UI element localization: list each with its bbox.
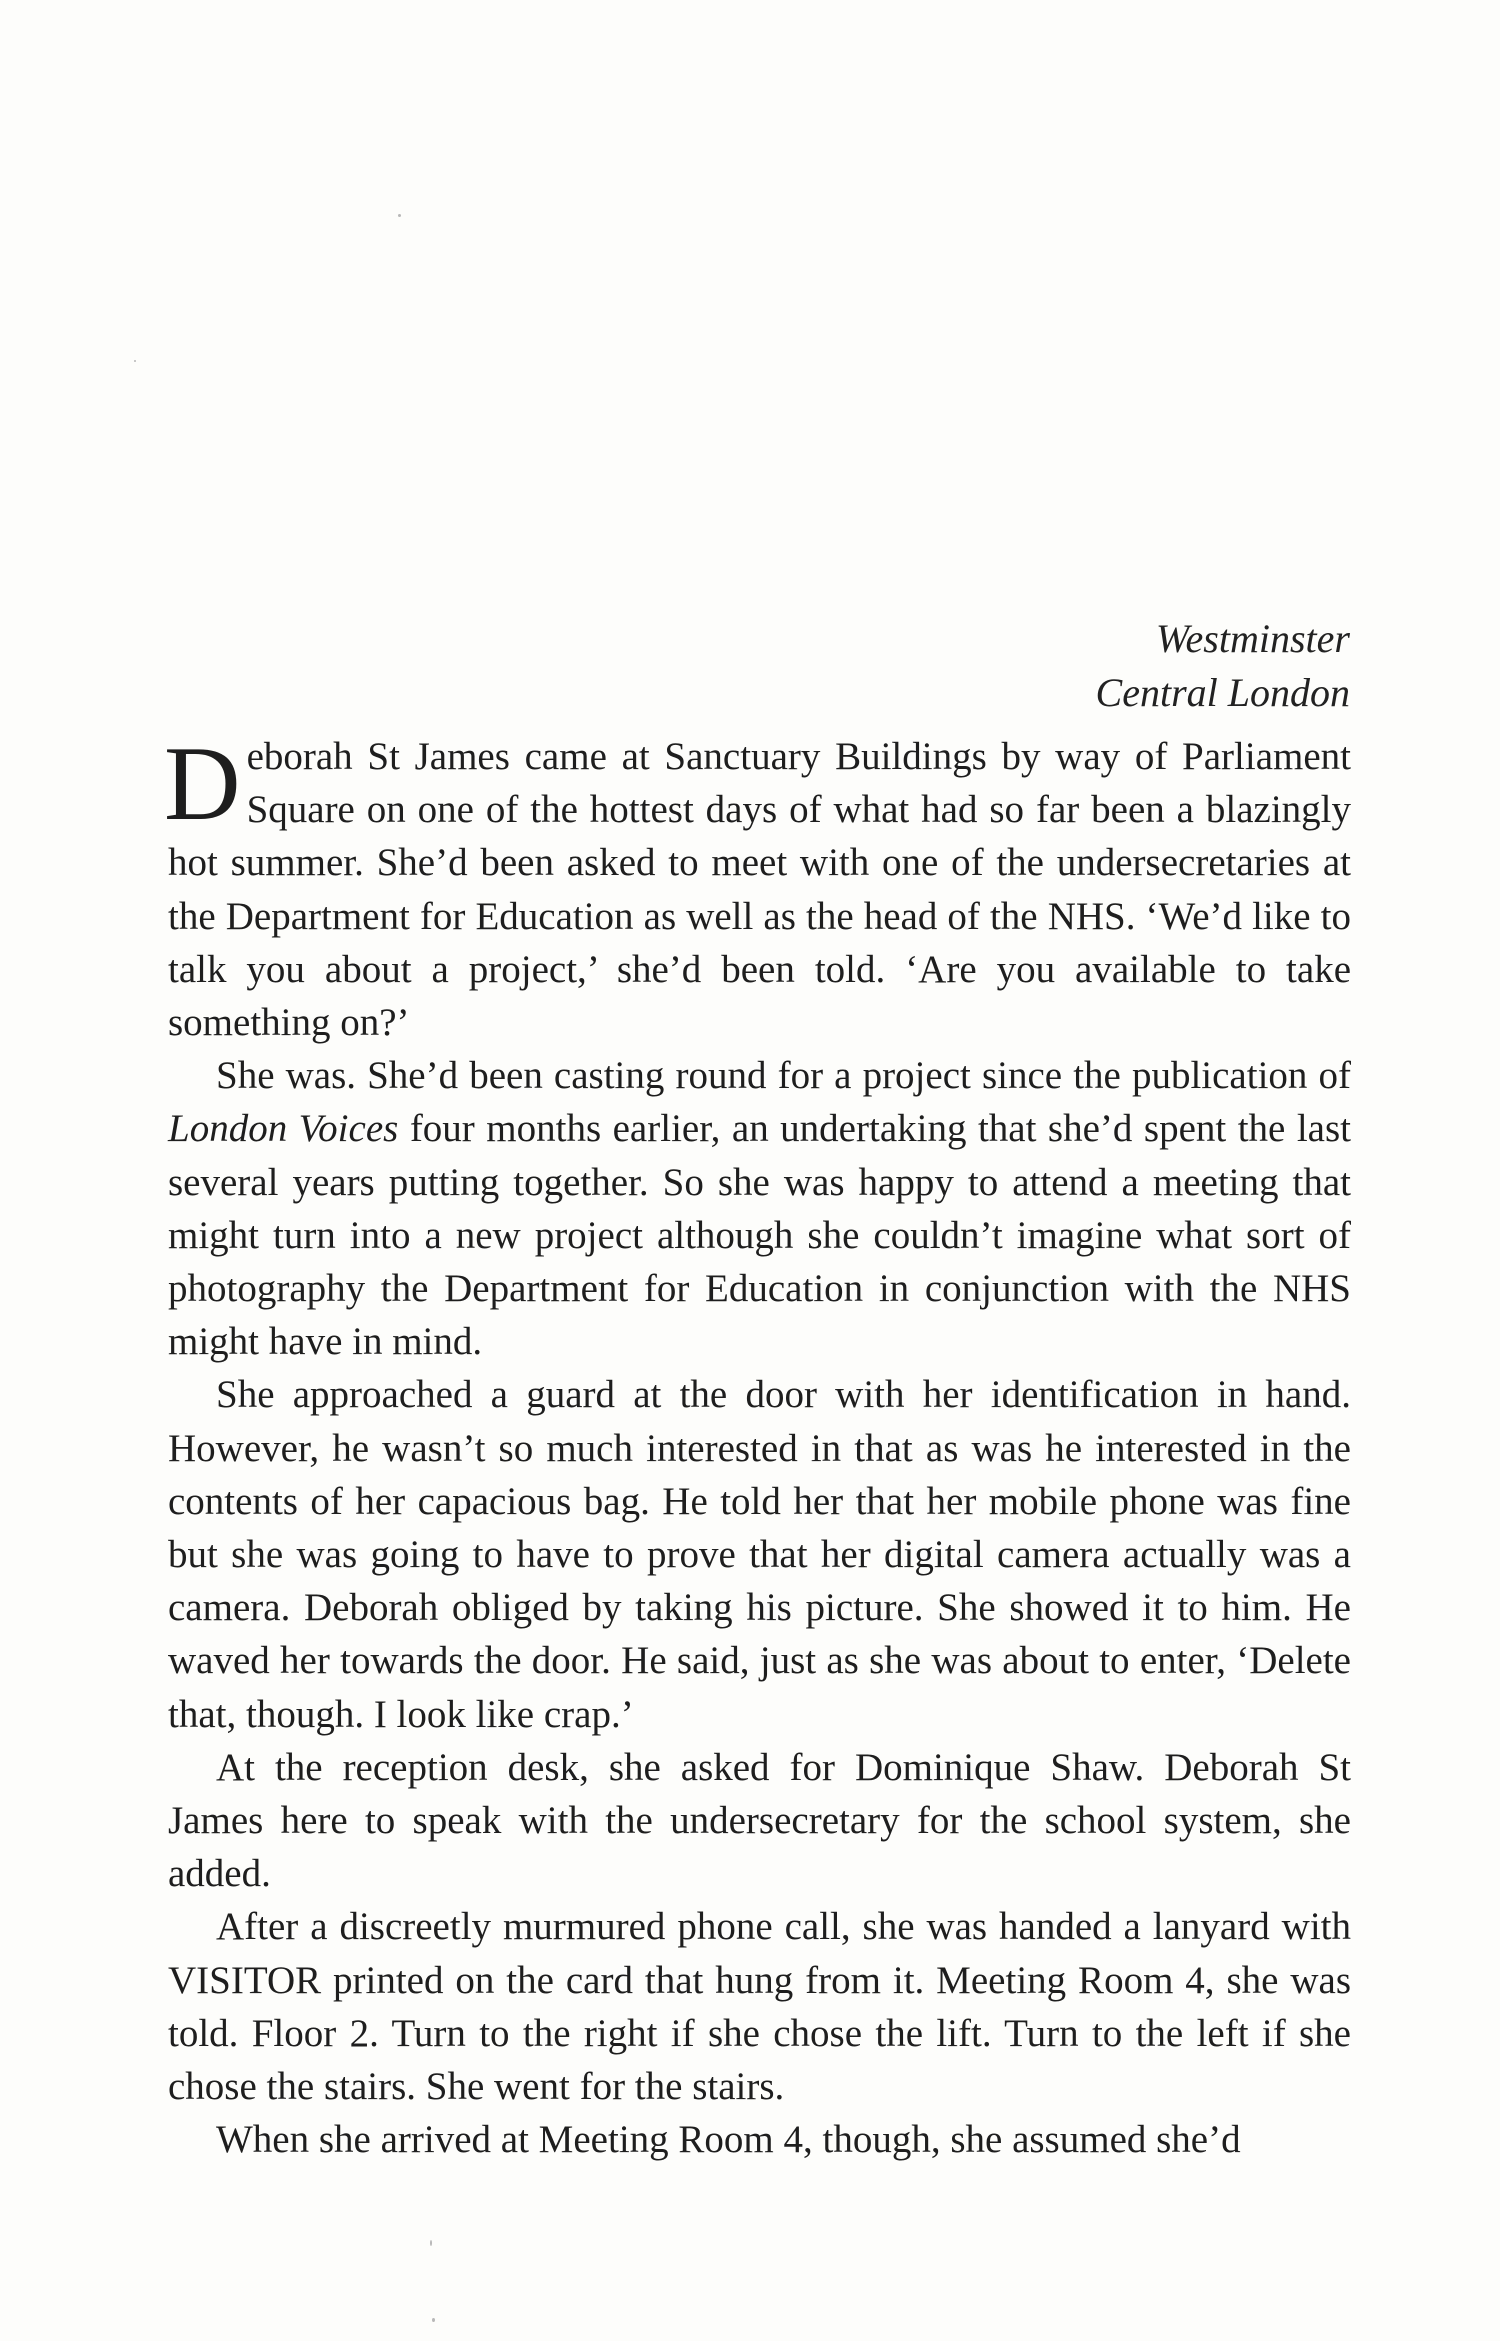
- location-line-1: Westminster: [1155, 616, 1350, 661]
- paragraph-6: When she arrived at Meeting Room 4, though, she assumed she’d: [216, 2118, 1241, 2162]
- paragraph-1-text: eborah St James came at Sanctuary Buildings by way of Parliament Square on one of the hottest days of what had so far been a blazingly hot summer. She’d been asked to meet with one of the undersecretaries at the Department for Education as well as the head of the NHS. ‘We’d like to talk you about a project,’ she’d been told. ‘Are you available to take something on?’: [168, 735, 1351, 1045]
- paragraph-2-text-b: four months earlier, an undertaking that she’d spent the last several years putting together. So she was happy to attend a meeting that might turn into a new project although she couldn’t imagine what sort of photography the Department for Education in conjunction with the NHS might have in mind.: [168, 1107, 1352, 1364]
- book-title: London Voices: [168, 1107, 399, 1151]
- paragraph-1: [164, 725, 1351, 1049]
- paragraph-4: At the reception desk, she asked for Dominique Shaw. Deborah St James here to speak with the undersecretary for the school system, she added.: [168, 1745, 1351, 1896]
- paper-speck: [398, 214, 401, 217]
- paragraph-3: She approached a guard at the door with her identification in hand. However, he wasn’t so much interested in that as was he interested in the contents of her capacious bag. He told her that her mobile phone was fine but she was going to have to prove that her digital camera actually was a camera. Deborah obliged by taking his picture. She showed it to him. He waved her towards the door. He said, just as she was about to enter, ‘Delete that, though. I look like crap.’: [168, 1373, 1351, 1736]
- paragraph-5: After a discreetly murmured phone call, she was handed a lanyard with VISITOR printed on the card that hung from it. Meeting Room 4, she was told. Floor 2. Turn to the right if she chose the lift. Turn to the left if she chose the stairs. She went for the stairs.: [168, 1905, 1351, 2109]
- body-text: [164, 725, 1352, 2166]
- paper-speck: [432, 2318, 435, 2322]
- paper-speck: [430, 2240, 432, 2246]
- drop-cap: D: [164, 725, 241, 842]
- location-line-2: Central London: [1095, 670, 1350, 715]
- paragraph-2-text-a: She was. She’d been casting round for a project since the publication of: [216, 1054, 1351, 1098]
- chapter-location: [1096, 612, 1350, 720]
- paragraph-2: [168, 1049, 1351, 1368]
- paper-speck: [134, 360, 136, 362]
